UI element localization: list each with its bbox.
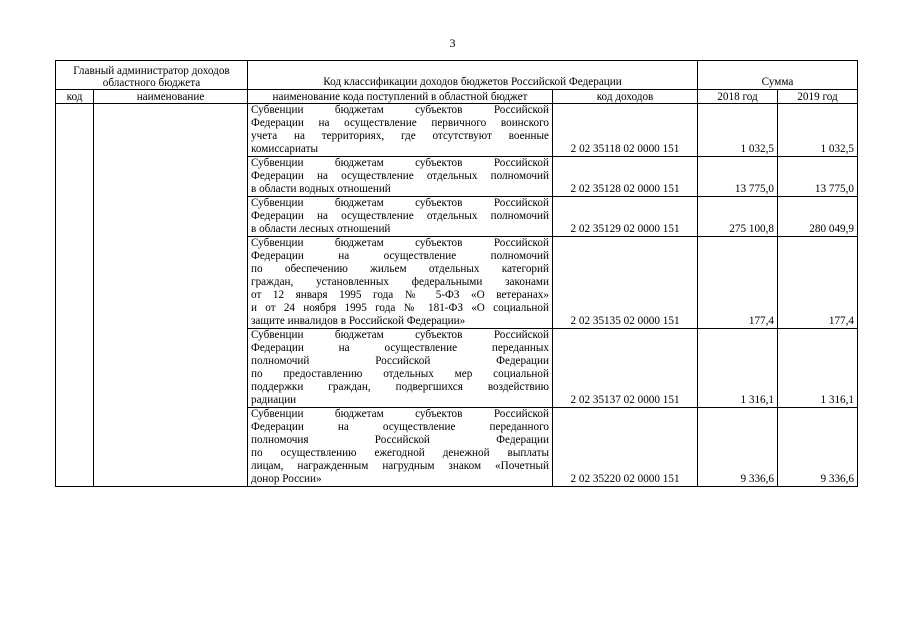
income-name-line: Субвенции бюджетам субъектов Российской (251, 104, 549, 116)
income-name-line: учета на территориях, где отсутствуют военные (251, 130, 549, 142)
income-name-line: Федерации на осуществление первичного воинского (251, 117, 549, 129)
revenue-table (55, 60, 858, 487)
amount-2019-cell: 280 049,9 (778, 197, 858, 237)
income-name-line: полномочий Российской Федерации (251, 355, 549, 367)
income-name-line: в области лесных отношений (251, 223, 391, 235)
income-name-cell (248, 157, 553, 197)
income-name-line: радиации (251, 394, 297, 406)
income-code-cell: 2 02 35137 02 0000 151 (553, 329, 698, 408)
header-row-sub (56, 90, 858, 104)
header-sum-group: Сумма (698, 61, 858, 90)
amount-2019-cell: 1 032,5 (778, 104, 858, 157)
table-body (56, 104, 858, 487)
amount-2019-cell: 13 775,0 (778, 157, 858, 197)
income-name-line: Федерации на осуществление отдельных полномочий (251, 210, 549, 222)
income-name-line: поддержки граждан, подвергшихся воздействию (251, 381, 549, 393)
income-name-line: Федерации на осуществление переданных (251, 342, 549, 354)
amount-2018-cell: 1 316,1 (698, 329, 778, 408)
income-code-cell: 2 02 35220 02 0000 151 (553, 408, 698, 487)
income-name-line: Субвенции бюджетам субъектов Российской (251, 157, 549, 169)
income-code-cell: 2 02 35128 02 0000 151 (553, 157, 698, 197)
income-name-line: Федерации на осуществление отдельных полномочий (251, 170, 549, 182)
income-name-cell (248, 237, 553, 329)
income-name-line: и от 24 ноября 1995 года № 181-ФЗ «О социальной (251, 302, 549, 314)
income-name-line: Субвенции бюджетам субъектов Российской (251, 237, 549, 249)
admin-code-cell (56, 104, 94, 487)
income-name-line: по обеспечению жильем отдельных категорий (251, 263, 549, 275)
page-number: 3 (449, 36, 456, 50)
amount-2018-cell: 9 336,6 (698, 408, 778, 487)
income-name-line: донор России» (251, 473, 322, 485)
amount-2018-cell: 1 032,5 (698, 104, 778, 157)
header-admin-group: Главный администратор доходов областного бюджета (56, 61, 248, 90)
header-col-2018: 2018 год (698, 90, 778, 104)
income-name-line: полномочия Российской Федерации (251, 434, 549, 446)
header-col-income-code: код доходов (553, 90, 698, 104)
income-name-line: Субвенции бюджетам субъектов Российской (251, 329, 549, 341)
admin-name-cell (94, 104, 248, 487)
header-row-top (56, 61, 858, 90)
amount-2019-cell: 9 336,6 (778, 408, 858, 487)
header-col-name: наименование (94, 90, 248, 104)
income-code-cell: 2 02 35129 02 0000 151 (553, 197, 698, 237)
income-name-line: комиссариаты (251, 143, 319, 155)
amount-2018-cell: 13 775,0 (698, 157, 778, 197)
income-name-line: лицам, награжденным нагрудным знаком «Почетный (251, 460, 549, 472)
income-name-line: Субвенции бюджетам субъектов Российской (251, 197, 549, 209)
income-name-line: Федерации на осуществление полномочий (251, 250, 549, 262)
income-name-cell (248, 104, 553, 157)
amount-2019-cell: 1 316,1 (778, 329, 858, 408)
table-row (56, 104, 858, 157)
amount-2018-cell: 177,4 (698, 237, 778, 329)
income-name-cell (248, 408, 553, 487)
header-classification-group: Код классификации доходов бюджетов Российской Федерации (248, 61, 698, 90)
income-name-line: граждан, установленных федеральными законами (251, 276, 549, 288)
income-name-line: защите инвалидов в Российской Федерации» (251, 315, 466, 327)
income-name-cell (248, 329, 553, 408)
amount-2019-cell: 177,4 (778, 237, 858, 329)
income-name-line: по предоставлению отдельных мер социальной (251, 368, 549, 380)
header-col-code: код (56, 90, 94, 104)
income-name-line: в области водных отношений (251, 183, 391, 195)
income-name-line: Субвенции бюджетам субъектов Российской (251, 408, 549, 420)
income-name-cell (248, 197, 553, 237)
income-code-cell: 2 02 35118 02 0000 151 (553, 104, 698, 157)
header-col-income-name: наименование кода поступлений в областной бюджет (248, 90, 553, 104)
amount-2018-cell: 275 100,8 (698, 197, 778, 237)
header-col-2019: 2019 год (778, 90, 858, 104)
income-name-line: от 12 января 1995 года № 5-ФЗ «О ветеранах» (251, 289, 549, 301)
income-name-line: по осуществлению ежегодной денежной выплаты (251, 447, 549, 459)
income-name-line: Федерации на осуществление переданного (251, 421, 549, 433)
income-code-cell: 2 02 35135 02 0000 151 (553, 237, 698, 329)
